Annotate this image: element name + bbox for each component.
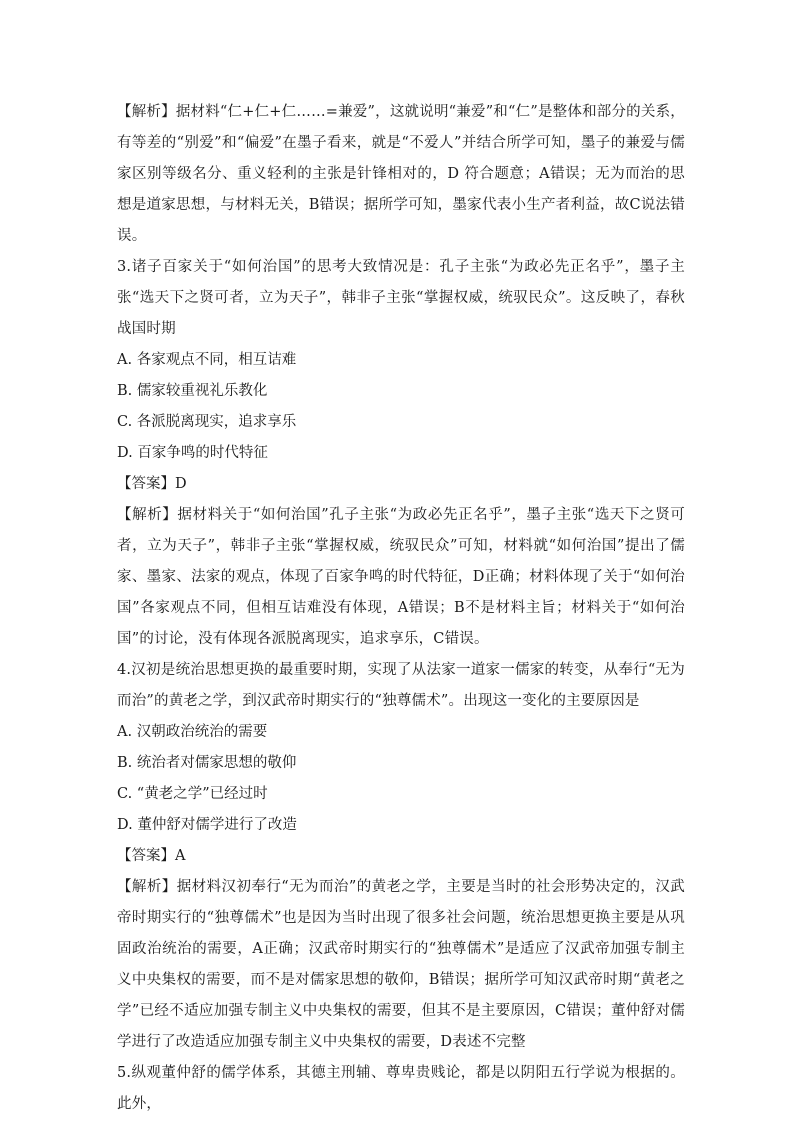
option-a: A. 汉朝政治统治的需要 xyxy=(117,724,268,740)
question-stem: 4.汉初是统治思想更换的最重要时期，实现了从法家一道家一儒家的转变，从奉行“无为而治”的黄老之学，到汉武帝时期实行的“独尊儒术”。出现这一变化的主要原因是 xyxy=(117,662,685,709)
option-c: C. “黄老之学”已经过时 xyxy=(117,786,268,802)
option-c: C. 各派脱离现实，追求享乐 xyxy=(117,414,297,430)
option-d: D. 百家争鸣的时代特征 xyxy=(117,445,268,461)
analysis-paragraph: 【解析】据材料汉初奉行“无为而治”的黄老之学，主要是当时的社会形势决定的，汉武帝时期实行的“独尊儒术”也是因为当时出现了很多社会问题，统治思想更换主要是从巩固政治统治的需要，A正确；汉武帝时期实行的“独尊儒术”是适应了汉武帝加强专制主义中央集权的需要，而不是对儒家思想的敬仰，B错误；据所学可知汉武帝时期“黄老之学”已经不适应加强专制主义中央集权的需要，但其不是主要原因，C错误；董仲舒对儒学进行了改造适应加强专制主义中央集权的需要，D表述不完整 xyxy=(117,879,685,1050)
question-5 xyxy=(117,1058,685,1120)
question-3 xyxy=(117,252,685,655)
option-b: B. 儒家较重视礼乐教化 xyxy=(117,383,268,399)
question-stem: 3.诸子百家关于“如何治国”的思考大致情况是：孔子主张“为政必先正名乎”，墨子主张“选天下之贤可者，立为天子”，韩非子主张“掌握权威，统驭民众”。这反映了，春秋战国时期 xyxy=(117,259,685,337)
answer-line: 【答案】A xyxy=(117,848,186,864)
analysis-paragraph: 【解析】据材料“仁+仁+仁……=兼爱”，这就说明“兼爱”和“仁”是整体和部分的关系，有等差的“别爱”和“偏爱”在墨子看来，就是“不爱人”并结合所学可知，墨子的兼爱与儒家区别等级名分、重义轻利的主张是针锋相对的，D 符合题意；A错误；无为而治的思想是道家思想，与材料无关，B错误；据所学可知，墨家代表小生产者利益，故C说法错误。 xyxy=(117,104,685,244)
analysis-paragraph: 【解析】据材料关于“如何治国”孔子主张“为政必先正名乎”，墨子主张“选天下之贤可者，立为天子”，韩非子主张“掌握权威，统驭民众”可知，材料就“如何治国”提出了儒家、墨家、法家的观点，体现了百家争鸣的时代特征，D正确；材料体现了关于“如何治国”各家观点不同，但相互诘难没有体现，A错误；B不是材料主旨；材料关于“如何治国”的讨论，没有体现各派脱离现实，追求享乐，C错误。 xyxy=(117,507,685,647)
question-4 xyxy=(117,655,685,1058)
option-b: B. 统治者对儒家思想的敬仰 xyxy=(117,755,297,771)
document-page xyxy=(117,97,685,1120)
option-d: D. 董仲舒对儒学进行了改造 xyxy=(117,817,297,833)
answer-line: 【答案】D xyxy=(117,476,187,492)
option-a: A. 各家观点不同，相互诘难 xyxy=(117,352,297,368)
question-stem: 5.纵观董仲舒的儒学体系，其德主刑辅、尊卑贵贱论，都是以阴阳五行学说为根据的。此外， xyxy=(117,1065,685,1112)
